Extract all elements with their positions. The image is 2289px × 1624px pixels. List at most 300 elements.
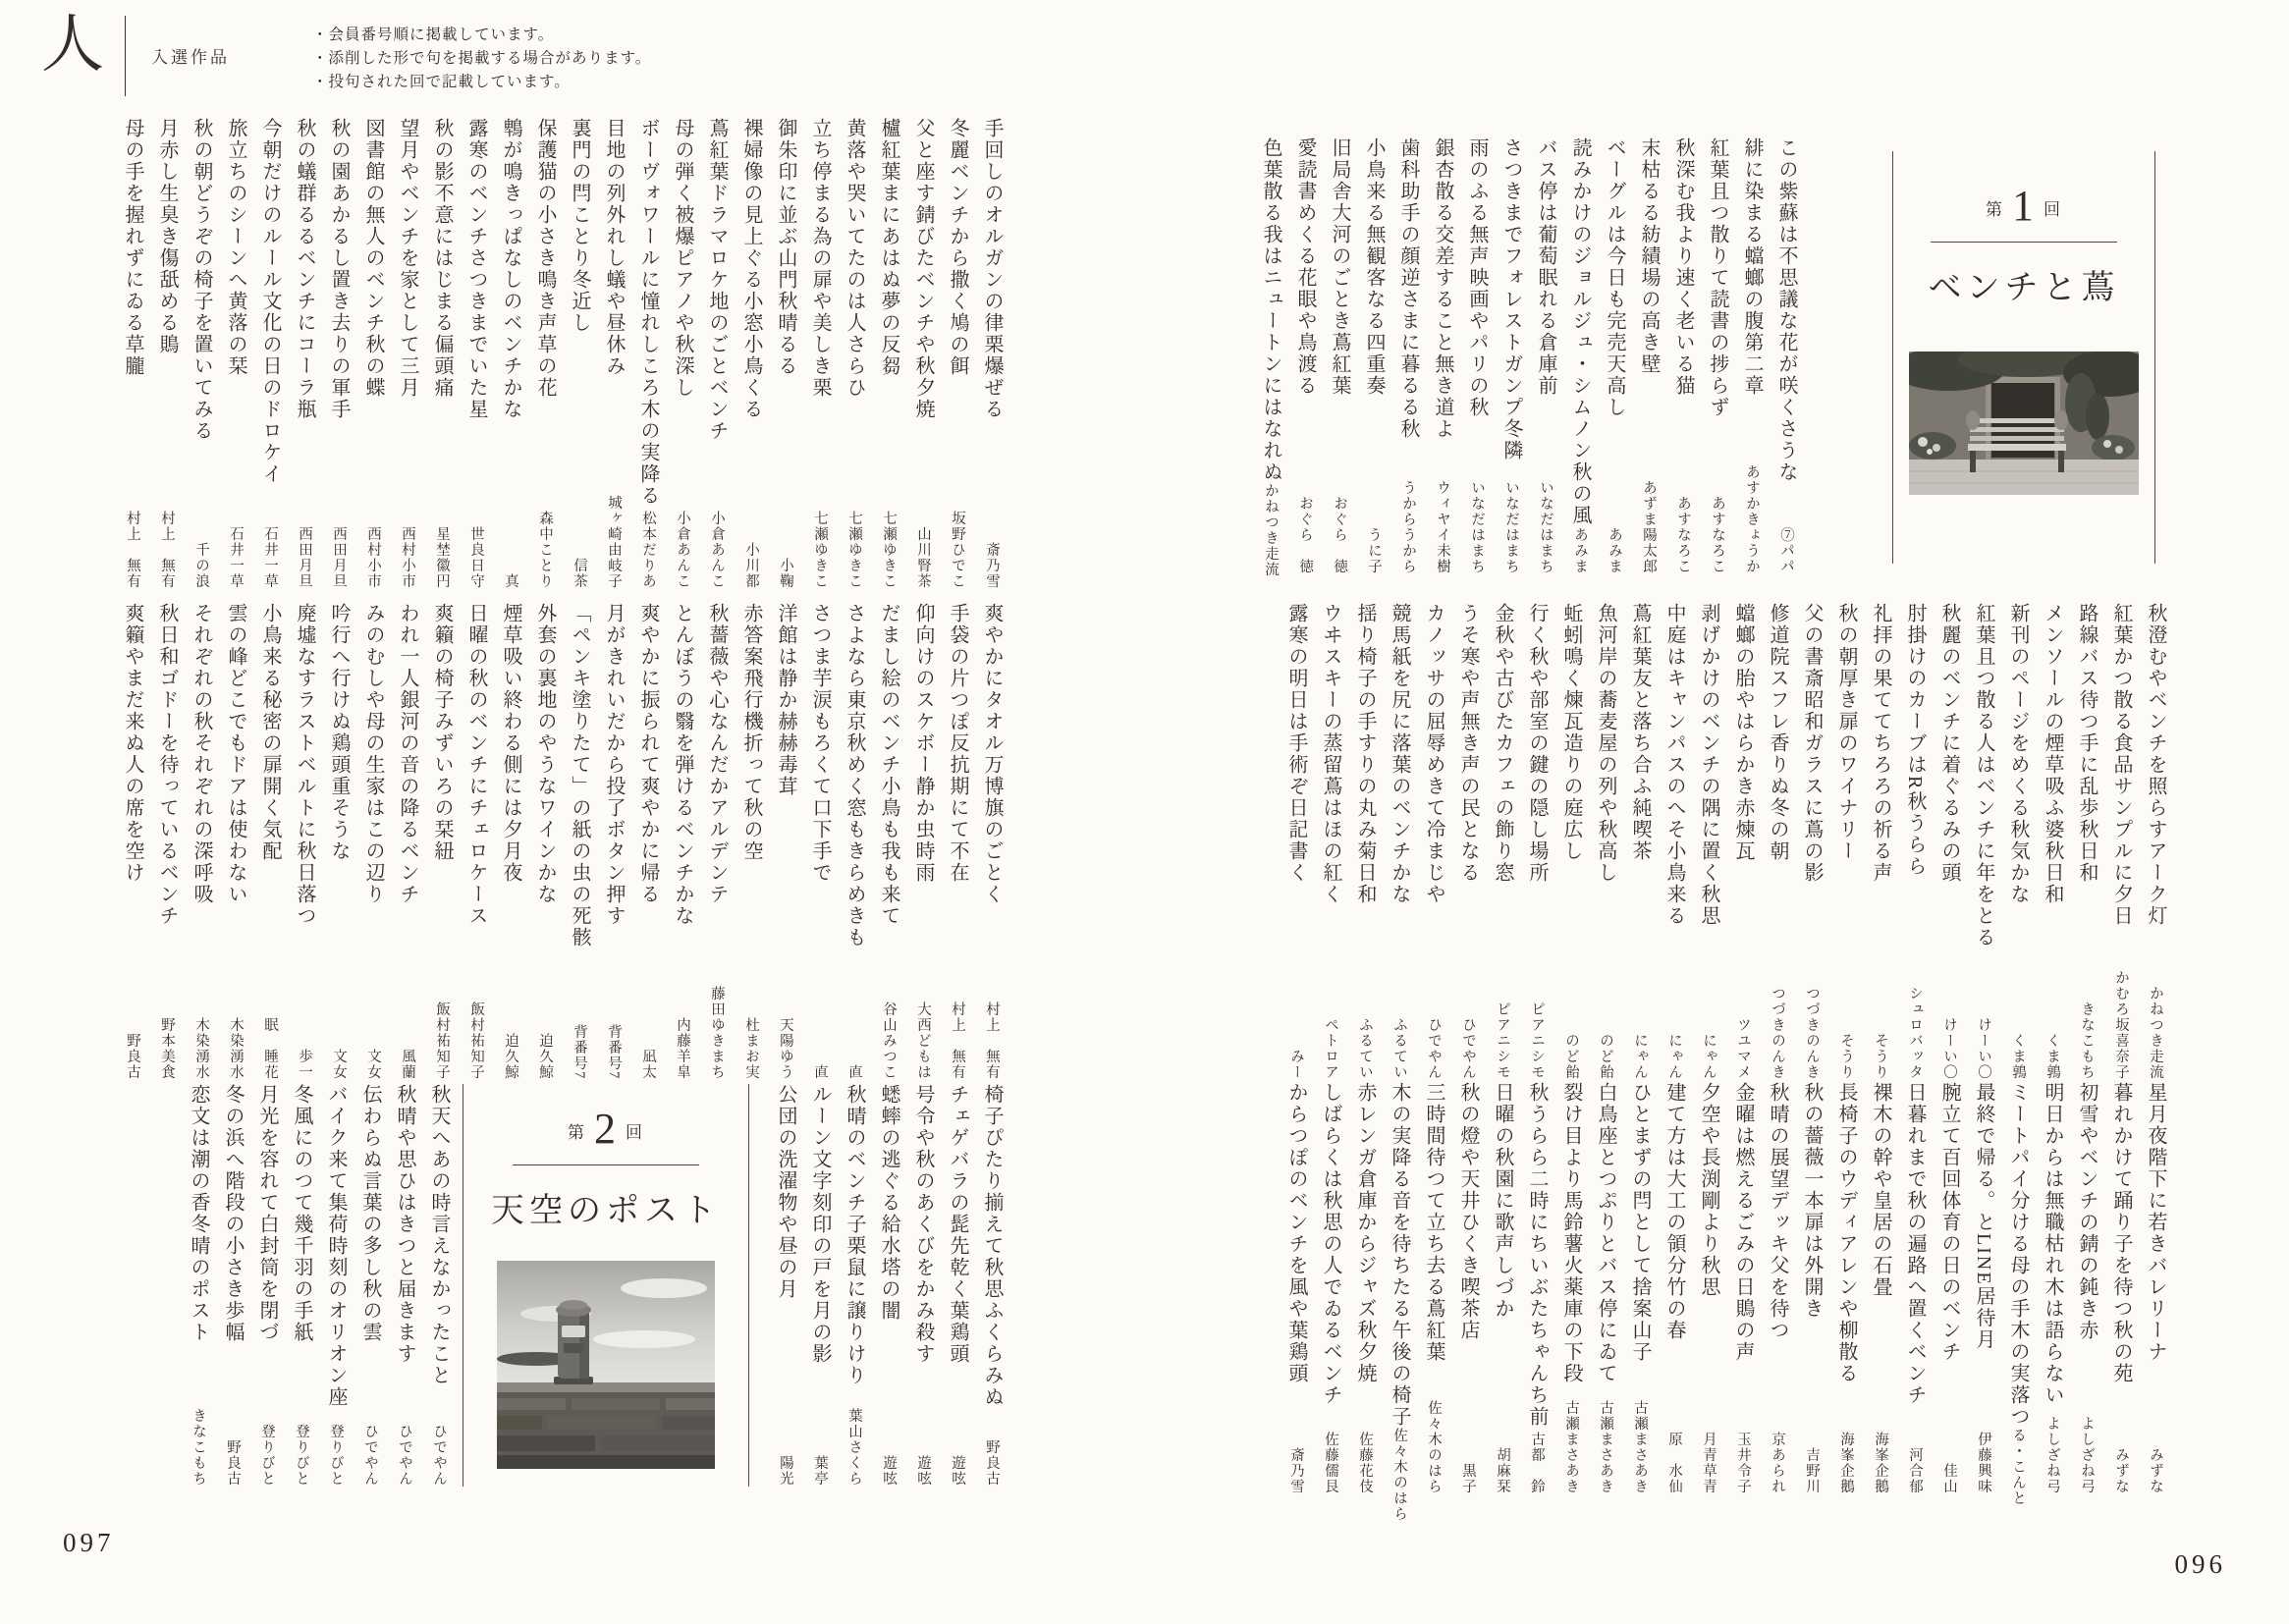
haiku-text: 秋天へあの時言えなかったこと <box>428 1084 450 1386</box>
haiku-text: 秋深む我より速く老いる猫 <box>1672 137 1694 397</box>
haiku-text: 建て方は大工の領分竹の春 <box>1663 1082 1685 1341</box>
haiku-entry <box>1637 137 1661 574</box>
haiku-author: みずな <box>2113 1447 2129 1494</box>
haiku-text: 公団の洗濯物や昼の月 <box>775 1084 796 1300</box>
haiku-entry <box>1388 603 1411 1080</box>
haiku-text: 最終で帰る。とLINE居待月 <box>1973 1082 1994 1351</box>
haiku-text: 星月夜階下に若きバレリーナ <box>2145 1082 2166 1363</box>
haiku-entry <box>2006 603 2030 1080</box>
round-number: 1 <box>2012 182 2036 230</box>
title-rule <box>513 1164 699 1165</box>
haiku-author: かねつき走流 <box>2148 986 2163 1080</box>
haiku-author: 河合郁 <box>1907 1447 1923 1494</box>
haiku-entry <box>1259 137 1282 577</box>
haiku-entry <box>1293 137 1317 574</box>
haiku-author: 石井一草 <box>228 526 244 589</box>
haiku-text: ウヰスキーの蒸留蔦はほの紅く <box>1320 603 1341 905</box>
haiku-entry <box>980 603 1004 1080</box>
haiku-entry <box>1431 137 1454 574</box>
haiku-text: 仰向けのスケボー静か虫時雨 <box>912 603 934 884</box>
haiku-entry <box>946 1084 969 1487</box>
haiku-text: 色葉散る我はニュートンにはなれぬ <box>1260 137 1281 483</box>
haiku-author: 文女 <box>331 1049 347 1080</box>
haiku-author: 眠 睡花 <box>262 1017 278 1080</box>
bench-ivy-photo <box>1909 352 2139 495</box>
haiku-entry <box>568 118 591 589</box>
haiku-text: 吟行へ行けぬ鶏頭重そうな <box>328 603 350 862</box>
haiku-text: 露寒のベンチさつきまでいた星 <box>465 118 487 420</box>
haiku-text: 秋薔薇や心なんだかアルデンテ <box>706 603 728 905</box>
haiku-text: 月光を容れて白封筒を閉づ <box>256 1084 278 1343</box>
haiku-text: 手袋の片つぽ反抗期にて不在 <box>947 603 968 884</box>
haiku-author: ピアニシモ <box>1529 1001 1545 1080</box>
haiku-entry <box>1559 1082 1583 1494</box>
haiku-author: 坂野ひでこ <box>950 511 965 589</box>
haiku-author: つづきのんき <box>1770 986 1785 1080</box>
haiku-entry <box>290 1084 313 1487</box>
haiku-text: 洋館は静か赫赫毒茸 <box>775 603 796 797</box>
haiku-author: 藤田ゆきまち <box>709 986 725 1080</box>
haiku-author: 佐々木のはら <box>1426 1400 1442 1494</box>
haiku-entry <box>1603 137 1626 574</box>
haiku-author: 佐藤儒艮 <box>1323 1432 1338 1494</box>
haiku-author: くま鶉 <box>2010 1033 2026 1080</box>
haiku-text: 黄落や哭いてたのは人さらひ <box>844 118 865 399</box>
round-suffix: 回 <box>2044 200 2062 219</box>
haiku-author: 山川腎茶 <box>915 526 931 589</box>
haiku-author: のど飴 <box>1598 1033 1613 1080</box>
haiku-text: 魚河岸の蕎麦屋の列や秋高し <box>1595 603 1616 884</box>
haiku-author: 森中ことり <box>537 511 553 589</box>
haiku-entry <box>1628 603 1652 1080</box>
haiku-text: だまし絵のベンチ小鳥も我も来て <box>878 603 899 927</box>
haiku-band-right-1 <box>1248 137 2155 577</box>
haiku-author: 直 <box>812 1064 828 1080</box>
haiku-text: 初雪やベンチの錆の鈍き赤 <box>2076 1082 2098 1341</box>
haiku-entry <box>1534 137 1557 574</box>
haiku-author: のど飴 <box>1563 1033 1579 1080</box>
haiku-text: 蔦紅葉ドラマロケ地のごとベンチ <box>706 118 728 442</box>
haiku-text: 暮れかけて踊り子を待つ秋の苑 <box>2110 1082 2132 1384</box>
haiku-text: 秋澄むやベンチを照らすアーク灯 <box>2145 603 2166 927</box>
haiku-entry <box>739 118 763 589</box>
page-number-right: 096 <box>2174 1549 2226 1579</box>
haiku-author: 背番号7 <box>606 1024 622 1080</box>
haiku-text: 修道院スフレ香りぬ冬の朝 <box>1767 603 1788 862</box>
haiku-entry <box>774 118 797 589</box>
haiku-author: つづきのんき <box>1804 986 1820 1080</box>
haiku-text: 裂け目より馬鈴薯火薬庫の下段 <box>1560 1082 1582 1384</box>
haiku-entry <box>1362 137 1386 574</box>
haiku-text: 行く秋や部室の鍵の隠し場所 <box>1526 603 1548 884</box>
haiku-author: 七瀬ゆきこ <box>812 511 828 589</box>
haiku-entry <box>1697 603 1720 1080</box>
haiku-author: ⑦パパ <box>1778 527 1794 574</box>
haiku-text: ボーヴォワールに憧れしころ木の実降る <box>637 118 659 507</box>
haiku-text: 廃墟なすラストベルトに秋日落つ <box>294 603 315 927</box>
haiku-entry <box>2006 1082 2030 1506</box>
haiku-author: きなこもち <box>191 1408 206 1487</box>
haiku-entry <box>1937 1082 1961 1494</box>
haiku-text: 秋日和ゴドーを待っているベンチ <box>156 603 178 927</box>
haiku-entry <box>1353 603 1377 1080</box>
haiku-entry <box>1740 137 1764 574</box>
haiku-text: 蚯蚓鳴く煉瓦造りの庭広し <box>1560 603 1582 862</box>
haiku-entry <box>1662 1082 1686 1494</box>
haiku-text: さよなら東京秋めく窓もきらめきも <box>844 603 865 948</box>
haiku-text: 号令や秋のあくびをかみ殺す <box>912 1084 934 1365</box>
haiku-author: あすなろこ <box>1710 496 1725 574</box>
haiku-author: 内藤羊皐 <box>675 1017 690 1080</box>
haiku-author: 村上 無有 <box>125 511 140 589</box>
haiku-text: 揺り椅子の手すりの丸み菊日和 <box>1354 603 1376 905</box>
haiku-band-left-2 <box>110 603 1004 1080</box>
haiku-author: シュロバッタ <box>1907 986 1923 1080</box>
haiku-author: 佳山 <box>1941 1463 1957 1494</box>
haiku-entry <box>1972 1082 1995 1494</box>
haiku-author: 七瀬ゆきこ <box>846 511 862 589</box>
haiku-text: 手回しのオルガンの律栗爆ぜる <box>981 118 1003 420</box>
haiku-author: 京あられ <box>1770 1432 1785 1494</box>
haiku-text: メンソールの煙草吸ふ婆秋日和 <box>2042 603 2063 905</box>
haiku-entry <box>430 603 454 1080</box>
haiku-author: 七瀬ゆきこ <box>881 511 897 589</box>
round-1-label <box>1893 182 2154 230</box>
haiku-author: うからうから <box>1400 480 1416 574</box>
haiku-text: 裸婦像の見上ぐる小窓小鳥くる <box>740 118 762 420</box>
haiku-text: 御朱印に並ぶ山門秋晴るる <box>775 118 796 377</box>
haiku-entry <box>1869 1082 1892 1494</box>
haiku-author: 迫久鯨 <box>503 1033 518 1080</box>
haiku-text: 秋晴の展望デッキ父を待つ <box>1767 1082 1788 1341</box>
haiku-author: 古瀬まさあき <box>1632 1400 1648 1494</box>
haiku-text: 今朝だけのルール文化の日のドロケイ <box>259 118 281 485</box>
round-2-title-block <box>463 1084 749 1487</box>
haiku-entry <box>602 118 626 589</box>
round-2-theme: 天空のポスト <box>491 1193 721 1229</box>
haiku-text: 小鳥来る秘密の扉開く気配 <box>259 603 281 862</box>
haiku-entry <box>255 1084 279 1487</box>
haiku-entry <box>2144 1082 2167 1494</box>
haiku-text: 明日からは無職枯れ木は語らない <box>2042 1082 2063 1406</box>
haiku-author: 星埜徽円 <box>434 526 450 589</box>
haiku-entry <box>1628 1082 1652 1494</box>
haiku-author: そうり <box>1873 1033 1888 1080</box>
haiku-text: 外套の裏地のやうなワインかな <box>534 603 556 905</box>
haiku-author: 小倉あんこ <box>675 511 690 589</box>
haiku-author: ツユマメ <box>1735 1017 1751 1080</box>
haiku-text: 新刊のページをめくる秋気かな <box>2007 603 2029 905</box>
haiku-entry <box>808 603 832 1080</box>
haiku-text: 裸木の幹や皇居の石畳 <box>1870 1082 1891 1298</box>
haiku-band-left-3 <box>176 1084 1004 1487</box>
haiku-text: われ一人銀河の音の降るベンチ <box>397 603 418 905</box>
haiku-entry <box>293 603 316 1080</box>
haiku-entry <box>1465 137 1489 574</box>
haiku-author: 村上 無有 <box>159 511 175 589</box>
haiku-author: 西田月旦 <box>297 526 312 589</box>
haiku-text: チェゲバラの髭先乾く葉鶏頭 <box>947 1084 968 1365</box>
haiku-text: 目地の列外れし蟻や昼休み <box>603 118 625 377</box>
haiku-text: 「ペンキ塗りたて」の紙の虫の死骸 <box>569 603 590 948</box>
haiku-text: ルーン文字刻印の戸を月の影 <box>809 1084 831 1365</box>
haiku-text: 剥げかけのベンチの隅に置く秋思 <box>1698 603 1719 927</box>
haiku-author: 遊呟 <box>881 1455 897 1487</box>
haiku-author: 風蘭 <box>400 1049 415 1080</box>
haiku-author: る・こんと <box>2010 1428 2026 1506</box>
haiku-entry <box>224 118 247 589</box>
haiku-text: しばらくは秋思の人でゐるベンチ <box>1320 1082 1341 1406</box>
haiku-author: 遊呟 <box>915 1455 931 1487</box>
haiku-text: 冬麗ベンチから撒く鳩の餌 <box>947 118 968 377</box>
haiku-text: 月がきれいだから投了ボタン押す <box>603 603 625 927</box>
haiku-text: 紅葉且つ散る人はベンチに年をとる <box>1973 603 1994 948</box>
haiku-author: けーい〇 <box>1941 1017 1957 1080</box>
haiku-entry <box>1388 1082 1411 1522</box>
haiku-entry <box>221 1084 245 1487</box>
haiku-entry <box>2109 603 2133 1080</box>
haiku-author: 黒子 <box>1460 1463 1476 1494</box>
haiku-author: 小川都 <box>743 542 759 589</box>
haiku-text: 恋文は潮の香冬晴のポスト <box>188 1084 209 1343</box>
haiku-author: 小鞠 <box>778 558 793 589</box>
haiku-text: 母の弾く被爆ピアノや秋深し <box>672 118 693 399</box>
haiku-entry <box>361 603 385 1080</box>
haiku-text: 椅子ぴたり揃えて秋思ふくらみぬ <box>981 1084 1003 1408</box>
haiku-entry <box>187 1084 210 1487</box>
haiku-author: 飯村祐知子 <box>468 1001 484 1080</box>
haiku-author: 文女 <box>365 1049 381 1080</box>
haiku-text: ミートパイ分ける母の手木の実落つ <box>2007 1082 2029 1428</box>
haiku-text: 櫨紅葉まにあはぬ夢の反芻 <box>878 118 899 377</box>
haiku-author: 吉野川 <box>1804 1447 1820 1494</box>
round-prefix: 第 <box>1986 200 2004 219</box>
haiku-entry <box>121 118 144 589</box>
haiku-entry <box>1766 1082 1789 1494</box>
haiku-entry <box>258 118 282 589</box>
haiku-entry <box>1319 1082 1342 1494</box>
haiku-author: くま鶉 <box>2044 1033 2060 1080</box>
haiku-entry <box>636 603 660 1080</box>
haiku-text: 冬の浜へ階段の小さき歩幅 <box>222 1084 244 1343</box>
haiku-author: 佐藤花伎 <box>1357 1432 1373 1494</box>
haiku-text: みのむしや母の生家はこの辺り <box>362 603 384 905</box>
haiku-text: 競馬紙を尻に落葉のベンチかな <box>1389 603 1410 905</box>
haiku-text: 爽籟やまだ来ぬ人の席を空け <box>122 603 143 884</box>
haiku-entry <box>636 118 660 589</box>
haiku-entry <box>1800 603 1824 1080</box>
haiku-author: みずな <box>2148 1447 2163 1494</box>
haiku-text: 保護猫の小さき鳴き声草の花 <box>534 118 556 399</box>
haiku-text: 秋晴や思ひはきつと届きます <box>394 1084 415 1365</box>
haiku-band-right-3 <box>1274 1082 2167 1522</box>
haiku-entry <box>843 603 866 1080</box>
haiku-entry <box>1284 603 1308 1080</box>
haiku-entry <box>1491 1082 1514 1494</box>
haiku-author: 信茶 <box>572 558 587 589</box>
haiku-entry <box>1834 603 1858 1080</box>
haiku-entry <box>1903 603 1927 1080</box>
haiku-text: 図書館の無人のベンチ秋の蝶 <box>362 118 384 399</box>
haiku-text: 爽籟の椅子みずいろの栞紐 <box>431 603 453 862</box>
haiku-text: 長椅子のウディアレンや柳散る <box>1835 1082 1857 1384</box>
haiku-entry <box>980 118 1004 589</box>
haiku-author: 野良古 <box>125 1033 140 1080</box>
haiku-author: かむろ坂喜奈子 <box>2113 970 2129 1080</box>
haiku-text: 礼拝の果ててちろろの祈る声 <box>1870 603 1891 884</box>
haiku-entry <box>1972 603 1995 1080</box>
haiku-author: 木染湧水 <box>193 1017 209 1080</box>
haiku-entry <box>1396 137 1420 574</box>
haiku-entry <box>224 603 247 1080</box>
haiku-text: 蟷螂の胎やはらかき赤煉瓦 <box>1732 603 1754 862</box>
haiku-entry <box>1903 1082 1927 1494</box>
haiku-entry <box>1800 1082 1824 1494</box>
haiku-author: 葉山さくら <box>846 1408 862 1487</box>
haiku-author: かねつき走流 <box>1263 483 1279 577</box>
haiku-text: 煙草吸い終わる側には夕月夜 <box>500 603 521 884</box>
haiku-author: 西村小市 <box>365 526 381 589</box>
haiku-entry <box>808 1084 832 1487</box>
haiku-text: 三時間待つて立ち去る蔦紅葉 <box>1423 1082 1444 1363</box>
haiku-entry <box>843 1084 866 1487</box>
haiku-entry <box>2075 1082 2098 1494</box>
haiku-entry <box>877 603 900 1080</box>
haiku-entry <box>705 603 729 1080</box>
haiku-author: 松本だりあ <box>640 511 656 589</box>
haiku-text: 日曜の秋のベンチにチェロケース <box>465 603 487 927</box>
section-title: 入選作品 <box>151 48 230 67</box>
haiku-entry <box>1491 603 1514 1080</box>
haiku-author: 直 <box>846 1064 862 1080</box>
haiku-entry <box>1869 603 1892 1080</box>
haiku-author: にゃん <box>1666 1033 1682 1080</box>
haiku-author: うに子 <box>1366 527 1382 574</box>
haiku-entry <box>843 118 866 589</box>
haiku-author: おぐら 徳 <box>1332 496 1347 574</box>
haiku-author: よしざね弓 <box>2079 1416 2095 1494</box>
haiku-text: カノッサの屈辱めきて冷まじや <box>1423 603 1444 905</box>
haiku-entry <box>1284 1082 1308 1494</box>
haiku-author: 歩一 <box>297 1049 312 1080</box>
haiku-author: 小倉あんこ <box>709 511 725 589</box>
haiku-entry <box>396 118 419 589</box>
haiku-text: 望月やベンチを家として三月 <box>397 118 418 399</box>
haiku-text: 路線バス待つ手に乱歩秋日和 <box>2076 603 2098 884</box>
haiku-text: 秋麗のベンチに着ぐるみの頭 <box>1938 603 1960 884</box>
haiku-entry <box>1671 137 1695 574</box>
haiku-entry <box>2109 1082 2133 1494</box>
haiku-author: 佐々木のはら <box>1391 1428 1407 1522</box>
haiku-entry <box>705 118 729 589</box>
round-prefix: 第 <box>568 1123 586 1142</box>
haiku-author: 野本美食 <box>159 1017 175 1080</box>
haiku-entry <box>1834 1082 1858 1494</box>
haiku-entry <box>533 118 557 589</box>
haiku-author: 海峯企鵝 <box>1838 1432 1854 1494</box>
haiku-entry <box>671 118 694 589</box>
haiku-author: 登りびと <box>294 1424 309 1487</box>
haiku-author: いなだはまち <box>1469 480 1485 574</box>
round-suffix: 回 <box>626 1123 644 1142</box>
haiku-author: ひでやん <box>1460 1017 1476 1080</box>
haiku-text: 爽やかに振られて爽やかに帰る <box>637 603 659 905</box>
haiku-author: 真 <box>503 573 518 589</box>
haiku-text: 伝わらぬ言葉の多し秋の雲 <box>359 1084 381 1343</box>
title-rule <box>1931 242 2117 243</box>
haiku-author: 斎乃雪 <box>1288 1447 1304 1494</box>
page-097 <box>0 0 1144 1624</box>
haiku-entry <box>324 1084 348 1487</box>
header-divider <box>125 16 126 96</box>
haiku-text: うそ寒や声無き声の民となる <box>1457 603 1479 884</box>
haiku-entry <box>1525 1082 1549 1494</box>
haiku-author: 古瀬まさあき <box>1598 1400 1613 1494</box>
haiku-author: 海峯企鵝 <box>1873 1432 1888 1494</box>
haiku-text: 月赤し生臭き傷舐める鵙 <box>156 118 178 355</box>
haiku-author: 斎乃雪 <box>984 542 1000 589</box>
haiku-text: 裏門の閂ことり冬近し <box>569 118 590 334</box>
haiku-text: それぞれの秋それぞれの深呼吸 <box>191 603 212 905</box>
haiku-entry <box>946 118 969 589</box>
haiku-text: ひとまずの閂として捨案山子 <box>1629 1082 1651 1363</box>
haiku-text: 赤答案飛行機折って秋の空 <box>740 603 762 862</box>
haiku-entry <box>258 603 282 1080</box>
haiku-text: 秋うらら二時にちいぶたちゃんち前 <box>1526 1082 1548 1428</box>
haiku-author: あすかきょうか <box>1744 464 1760 574</box>
haiku-entry <box>396 603 419 1080</box>
haiku-entry <box>1499 137 1523 574</box>
haiku-entry <box>911 118 935 589</box>
haiku-entry <box>1319 603 1342 1080</box>
haiku-entry <box>1731 603 1755 1080</box>
haiku-entry <box>1559 603 1583 1080</box>
haiku-author: みー <box>1288 1049 1304 1080</box>
haiku-text: 秋の朝厚き扉のワイナリー <box>1835 603 1857 862</box>
haiku-author: 大西どもは <box>915 1001 931 1080</box>
haiku-entry <box>1731 1082 1755 1494</box>
haiku-author: 村上 無有 <box>984 1001 1000 1080</box>
haiku-author: 陽光 <box>778 1455 793 1487</box>
haiku-author: 凪太 <box>640 1049 656 1080</box>
haiku-text: とんぼうの翳を弾けるベンチかな <box>672 603 693 927</box>
note-line: ・添削した形で句を掲載する場合があります。 <box>312 50 652 67</box>
haiku-author: 葉亭 <box>812 1455 828 1487</box>
haiku-band-left-1 <box>110 118 1004 589</box>
haiku-author: いなだはまち <box>1503 480 1519 574</box>
haiku-author: 登りびと <box>328 1424 344 1487</box>
haiku-entry <box>427 1084 451 1487</box>
haiku-entry <box>877 1084 900 1487</box>
haiku-author: 古瀬まさあき <box>1563 1400 1579 1494</box>
haiku-entry <box>327 603 351 1080</box>
haiku-author: 西田月旦 <box>331 526 347 589</box>
haiku-text: 中庭はキャンパスのへそ小鳥来る <box>1663 603 1685 927</box>
haiku-author: 石井一草 <box>262 526 278 589</box>
haiku-text: 鵯が鳴きっぱなしのベンチかな <box>500 118 521 420</box>
haiku-entry <box>980 1084 1004 1487</box>
haiku-text: 白鳥座とつぷりとバス停にゐて <box>1595 1082 1616 1384</box>
haiku-band-right-2 <box>1274 603 2167 1080</box>
haiku-author: 杜まお実 <box>743 1017 759 1080</box>
haiku-entry <box>1594 603 1617 1080</box>
haiku-entry <box>293 118 316 589</box>
haiku-text: 木の実降る音を待ちたる午後の椅子 <box>1389 1082 1410 1428</box>
haiku-entry <box>155 118 179 589</box>
note-line: ・会員番号順に掲載しています。 <box>312 27 555 43</box>
haiku-text: ベーグルは今日も完売天高し <box>1604 137 1625 418</box>
haiku-entry <box>1422 603 1445 1080</box>
